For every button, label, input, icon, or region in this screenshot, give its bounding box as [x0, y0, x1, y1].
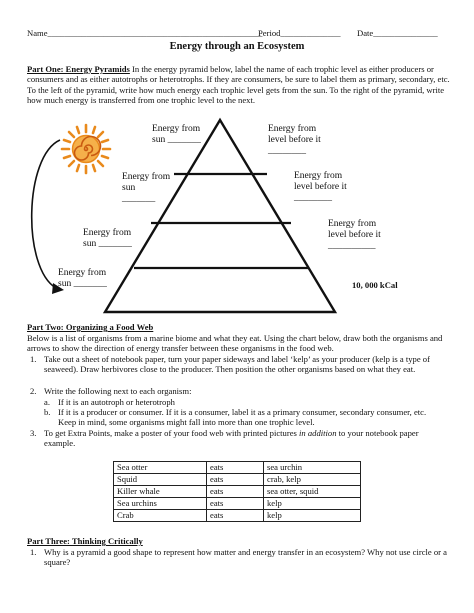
step-2: 2. Write the following next to each organism: — [30, 386, 192, 396]
part-three-heading: Part Three: Thinking Critically — [27, 536, 143, 546]
step-1: 1. Take out a sheet of notebook paper, turn your paper sideways and label ‘kelp’ as your producer (kelp is a type of seaweed). Draw herbivores close to the producer. Then position the other organisms based on what they eat. — [30, 354, 430, 375]
date-field-label: Date_______________ — [357, 28, 438, 38]
right-energy-label-2: Energy from level before it ________ — [294, 171, 347, 203]
step-3: 3. To get Extra Points, make a poster of your food web with printed pictures in addition to your notebook paper example. — [30, 428, 419, 449]
right-energy-label-1: Energy from level before it ________ — [268, 124, 321, 156]
sub-step-a: a. If it is an autotroph or heterotroph — [44, 397, 175, 407]
part-two-intro: Below is a list of organisms from a marine biome and what they eat. Using the chart below, draw both the organisms and arrows to show the direction of energy transfer between these organisms in the food web. — [27, 333, 443, 354]
table-row: Killer whale eats sea otter, squid — [114, 486, 361, 498]
part-one-text: In the energy pyramid below, label the name of each trophic level as either producers or consumers and as either autotrophs or heterotrophs. If they are consumers, be sure to label them as primary, secondary, etc. To the left of the pyramid, write how much energy each trophic level gets from the sun. To the right of the pyramid, write how much energy is transferred from one trophic level to the next. — [27, 64, 450, 106]
left-energy-label-4: Energy from sun _______ — [58, 268, 107, 289]
name-field-label: Name__________________________________________________ — [27, 28, 263, 38]
left-energy-label-3: Energy from sun _______ — [83, 228, 132, 249]
left-energy-label-1: Energy from sun _______ — [152, 124, 201, 145]
part-two-heading: Part Two: Organizing a Food Web — [27, 322, 154, 332]
question-1: 1. Why is a pyramid a good shape to represent how matter and energy transfer in an ecosystem? Why not use circle or a square? — [30, 547, 447, 568]
part-one-instructions — [27, 64, 452, 106]
food-web-table — [113, 461, 361, 522]
sub-step-b: b. If it is a producer or consumer. If it is a consumer, label it as a primary consumer, secondary consumer, etc. Keep in mind, some organisms might fall into more than one trophic level. — [44, 407, 427, 428]
table-row: Crab eats kelp — [114, 510, 361, 522]
table-row: Squid eats crab, kelp — [114, 474, 361, 486]
table-row: Sea otter eats sea urchin — [114, 462, 361, 474]
right-energy-label-3: Energy from level before it __________ — [328, 219, 381, 251]
table-row: Sea urchins eats kelp — [114, 498, 361, 510]
period-field-label: Period______________ — [258, 28, 341, 38]
page-title: Energy through an Ecosystem — [169, 41, 305, 52]
part-one-heading: Part One: Energy Pyramids — [27, 64, 130, 74]
left-energy-label-2: Energy from sun _______ — [122, 172, 171, 204]
base-energy-value: 10, 000 kCal — [352, 280, 398, 290]
